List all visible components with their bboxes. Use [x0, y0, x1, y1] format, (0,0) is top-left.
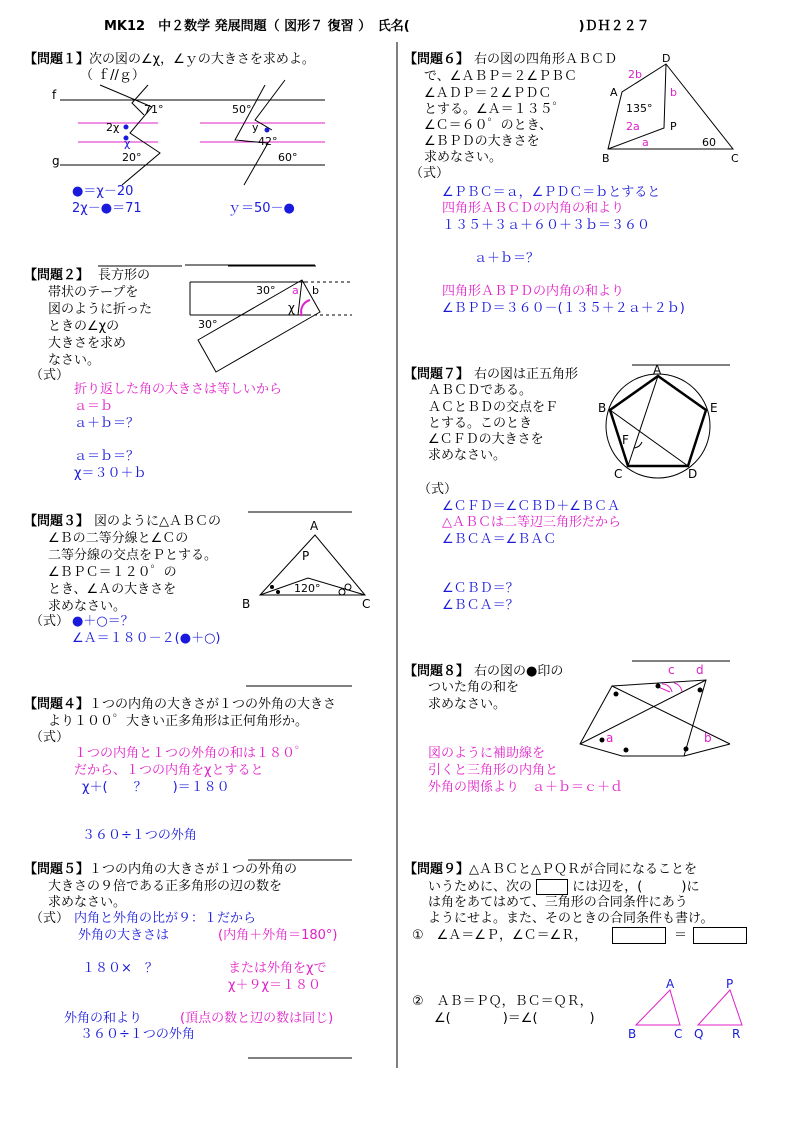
q9-line2b: には辺を，( )に — [572, 879, 700, 895]
q7-vertex-A: A — [653, 363, 662, 377]
q9-item1: ① ∠Ａ＝∠Ｐ，∠Ｃ＝∠Ｒ， — [412, 928, 588, 943]
q9-line4: ようにせよ。また、そのときの合同条件も書け。 — [428, 911, 714, 926]
q6-answer: 四角形ＡＢＰＤの内角の和より — [442, 284, 625, 299]
q8-answer: 引くと三角形の内角と — [428, 763, 559, 778]
q7-answer: ∠ＢＣＡ＝∠ＢＡＣ — [442, 532, 557, 547]
q9-line1: △ＡＢＣと△ＰＱＲが合同になることを — [469, 862, 698, 877]
q3-vertex-B: B — [242, 597, 251, 611]
q9-vertex-B: B — [628, 1027, 637, 1041]
q2-label: 【問題２】 — [24, 268, 90, 283]
q6-line: とする。∠Ａ＝１３５゜ — [424, 102, 566, 117]
q5-alt-2: χ＋９χ＝１８０ — [228, 978, 322, 993]
q2-angle-x: χ — [288, 301, 295, 315]
q9-vertex-C: C — [674, 1027, 683, 1041]
q2-angle-30b: 30° — [198, 318, 218, 331]
q1-angle-60: 60° — [278, 151, 298, 164]
q7-label: 【問題７】 — [404, 367, 470, 382]
q2-angle-a: a — [292, 284, 299, 297]
q6-vertex-A: A — [610, 86, 618, 99]
q4-text2: より１００゜大きい正多角形は正何角形か。 — [48, 714, 309, 729]
q9-vertex-Q: Q — [694, 1027, 704, 1041]
q6-line: ∠Ｃ＝６０゜のとき、 — [424, 118, 553, 133]
q5-text1: １つの内角の大きさが１つの外角の — [89, 862, 298, 877]
q2-answer: χ＝３０＋ｂ — [74, 466, 147, 481]
q6-angle-135: 135° — [626, 102, 653, 115]
page-title: MK12 中２数学 発展問題（ 図形７ 復習 ） 氏名( )ＤＨ２２７ — [104, 19, 650, 34]
q2-line: 帯状のテープを — [48, 285, 139, 300]
q4-answer-4: ３６０÷１つの外角 — [82, 828, 197, 843]
q2-line: 長方形の — [98, 268, 151, 283]
q3-shiki: （式） — [30, 614, 70, 629]
q6-line: 求めなさい。 — [424, 150, 503, 165]
q2-line: 図のように折った — [48, 302, 153, 317]
q1-text2: （ ｆ//ｇ） — [80, 68, 145, 83]
q1-answer-1: ●＝χ－20 — [72, 184, 134, 199]
q3-line: ∠ＢＰＣ＝１２０゜の — [48, 565, 177, 580]
q6-answer: 四角形ＡＢＣＤの内角の和より — [442, 201, 625, 216]
q6-answer: ∠ＰＢＣ＝ａ，∠ＰＤＣ＝ｂとすると — [442, 185, 661, 200]
q5-alt-1: または外角をχで — [228, 961, 327, 976]
q5-answer-3: １８０× ？ — [82, 961, 158, 976]
q6-line: ∠ＢＰＤの大きさを — [424, 134, 540, 149]
q7-vertex-E: E — [710, 401, 718, 415]
q2-line: なさい。 — [48, 353, 101, 368]
q3-label: 【問題３】 — [24, 514, 90, 529]
q6-line: ∠ＡＤＰ＝２∠ＰＤＣ — [424, 86, 552, 101]
q3-point-P: P — [302, 549, 310, 563]
q3-line: 二等分線の交点をＰとする。 — [48, 548, 218, 563]
q6-point-P: P — [670, 120, 677, 133]
q2-line: ときの∠χの — [48, 319, 120, 334]
q4-answer-2: だから、１つの内角をχとすると — [74, 763, 264, 778]
q7-answer: ∠ＣＢＤ＝？ — [442, 581, 519, 596]
q3-line: 求めなさい。 — [48, 599, 127, 614]
q2-angle-30a: 30° — [256, 284, 276, 297]
q4-text1: １つの内角の大きさが１つの外角の大きさ — [89, 697, 337, 712]
q3-answer-2: ∠Ａ＝１８０－２(●＋○) — [72, 631, 221, 646]
q1-label: 【問題１】 — [24, 52, 90, 67]
q5-note-1: (内角＋外角＝180°) — [218, 928, 338, 943]
q4-answer-1: １つの内角と１つの外角の和は１８０゜ — [74, 746, 309, 761]
q9-vertex-A: A — [666, 977, 675, 991]
q9-line2a: いうために、次の — [428, 879, 533, 895]
q7-line: ＡＣとＢＤの交点をＦ — [428, 400, 559, 415]
q8-line: ついた角の和を — [428, 680, 520, 695]
q5-answer-5: ３６０÷１つの外角 — [80, 1027, 195, 1042]
q1-angle-x: χ — [124, 137, 131, 150]
q1-angle-y: y — [252, 121, 259, 134]
q8-angle-d: d — [696, 663, 704, 677]
q9-label: 【問題９】 — [404, 862, 470, 877]
q6-shiki: （式） — [410, 166, 450, 181]
q6-angle-2b: 2b — [628, 68, 642, 81]
q8-angle-b: b — [704, 731, 712, 745]
q1-angle-71: 71° — [144, 103, 164, 116]
q7-answer: ∠ＢＣＡ＝？ — [442, 598, 519, 613]
q2-line: 大きさを求め — [48, 336, 127, 351]
q2-angle-b: b — [312, 284, 319, 297]
q3-vertex-C: C — [362, 597, 371, 611]
q7-vertex-D: D — [688, 467, 698, 481]
q8-answer: 図のように補助線を — [428, 746, 546, 761]
q3-line: とき、∠Ａの大きさを — [48, 582, 177, 597]
q9-item2b: ∠( )＝∠( ) — [434, 1011, 595, 1026]
q6-answer: ａ＋ｂ＝？ — [474, 251, 540, 266]
q4-label: 【問題４】 — [24, 697, 90, 712]
q9-equals: ＝ — [674, 928, 688, 943]
q9-vertex-P: P — [726, 977, 734, 991]
q4-answer-3: χ＋( ？ )＝１８０ — [82, 780, 230, 795]
q1-answer-2: 2χ－●＝71 — [72, 201, 142, 216]
q5-note-2: (頂点の数と辺の数は同じ) — [180, 1011, 334, 1026]
q6-vertex-D: D — [662, 52, 671, 65]
q8-line: 右の図の●印の — [474, 664, 564, 679]
q3-line: 図のように△ＡＢＣの — [94, 514, 221, 529]
q3-angle-120: 120° — [294, 582, 321, 595]
q6-angle-2a: 2a — [626, 120, 640, 133]
q5-label: 【問題５】 — [24, 862, 90, 877]
q9-line3: は角をあてはめて、三角形の合同条件にあう — [428, 895, 688, 910]
q6-vertex-B: B — [602, 152, 610, 165]
q6-angle-b: b — [670, 86, 677, 99]
q8-line: 求めなさい。 — [428, 697, 507, 712]
q3-line: ∠Ｂの二等分線と∠Ｃの — [48, 531, 189, 546]
q5-shiki: （式） — [30, 911, 70, 926]
q6-answer: １３５＋３ａ＋６０＋３ｂ＝３６０ — [442, 218, 651, 233]
q8-answer: 外角の関係より ａ＋ｂ＝ｃ＋ｄ — [428, 780, 624, 795]
q7-point-F: F — [622, 433, 629, 447]
q2-answer: ａ＋ｂ＝？ — [74, 416, 140, 431]
q7-vertex-C: C — [614, 467, 623, 481]
q1-angle-50: 50° — [232, 103, 252, 116]
q6-line: 右の図の四角形ＡＢＣＤ — [474, 52, 618, 67]
q2-answer: ａ＝ｂ＝？ — [74, 449, 140, 464]
q1-label-g: g — [52, 154, 60, 168]
q7-line: 求めなさい。 — [428, 448, 507, 463]
q7-answer: ∠ＣＦＤ＝∠ＣＢＤ＋∠ＢＣＡ — [442, 499, 620, 514]
q5-answer-4: 外角の和より — [64, 1011, 143, 1026]
q1-angle-42: 42° — [258, 135, 278, 148]
q2-answer: ａ＝ｂ — [74, 399, 114, 414]
q9-vertex-R: R — [732, 1027, 741, 1041]
q9-item2a: ② ＡＢ＝ＰＱ，ＢＣ＝ＱＲ， — [412, 994, 593, 1009]
q5-text3: 求めなさい。 — [48, 895, 127, 910]
q1-angle-2x: 2χ — [106, 121, 120, 134]
q3-answer-1: ●＋○＝？ — [72, 614, 134, 629]
q7-line: ＡＢＣＤである。 — [428, 383, 533, 398]
q6-angle-60: 60 — [702, 136, 716, 149]
q1-angle-20: 20° — [122, 151, 142, 164]
q8-angle-c: c — [668, 663, 675, 677]
q6-angle-a: a — [642, 136, 649, 149]
q7-line: 右の図は正五角形 — [474, 367, 579, 382]
q8-label: 【問題８】 — [404, 664, 470, 679]
q6-line: で、∠ＡＢＰ＝２∠ＰＢＣ — [424, 69, 578, 84]
q2-shiki: （式） — [30, 368, 70, 383]
q3-vertex-A: A — [310, 519, 319, 533]
q6-answer: ∠ＢＰＤ＝３６０－(１３５＋２ａ＋２ｂ) — [442, 301, 685, 316]
q7-line: とする。このとき — [428, 416, 533, 431]
q2-answer: 折り返した角の大きさは等しいから — [74, 382, 283, 397]
q7-answer: △ＡＢＣは二等辺三角形だから — [442, 515, 621, 530]
q5-answer-1: 内角と外角の比が９：１だから — [74, 911, 257, 926]
q6-label: 【問題６】 — [404, 52, 470, 67]
q8-angle-a: a — [606, 731, 614, 745]
q5-text2: 大きさの９倍である正多角形の辺の数を — [48, 879, 283, 894]
q4-shiki: （式） — [30, 730, 70, 745]
q7-line: ∠ＣＦＤの大きさを — [428, 432, 544, 447]
q5-answer-2: 外角の大きさは — [78, 928, 170, 943]
q1-answer-3: ｙ＝50－● — [228, 201, 295, 216]
q1-label-f: f — [52, 88, 57, 102]
q1-text1: 次の図の∠χ，∠ｙの大きさを求めよ。 — [89, 52, 315, 67]
q7-vertex-B: B — [598, 401, 607, 415]
q6-vertex-C: C — [731, 152, 739, 165]
q7-shiki: （式） — [418, 482, 458, 497]
